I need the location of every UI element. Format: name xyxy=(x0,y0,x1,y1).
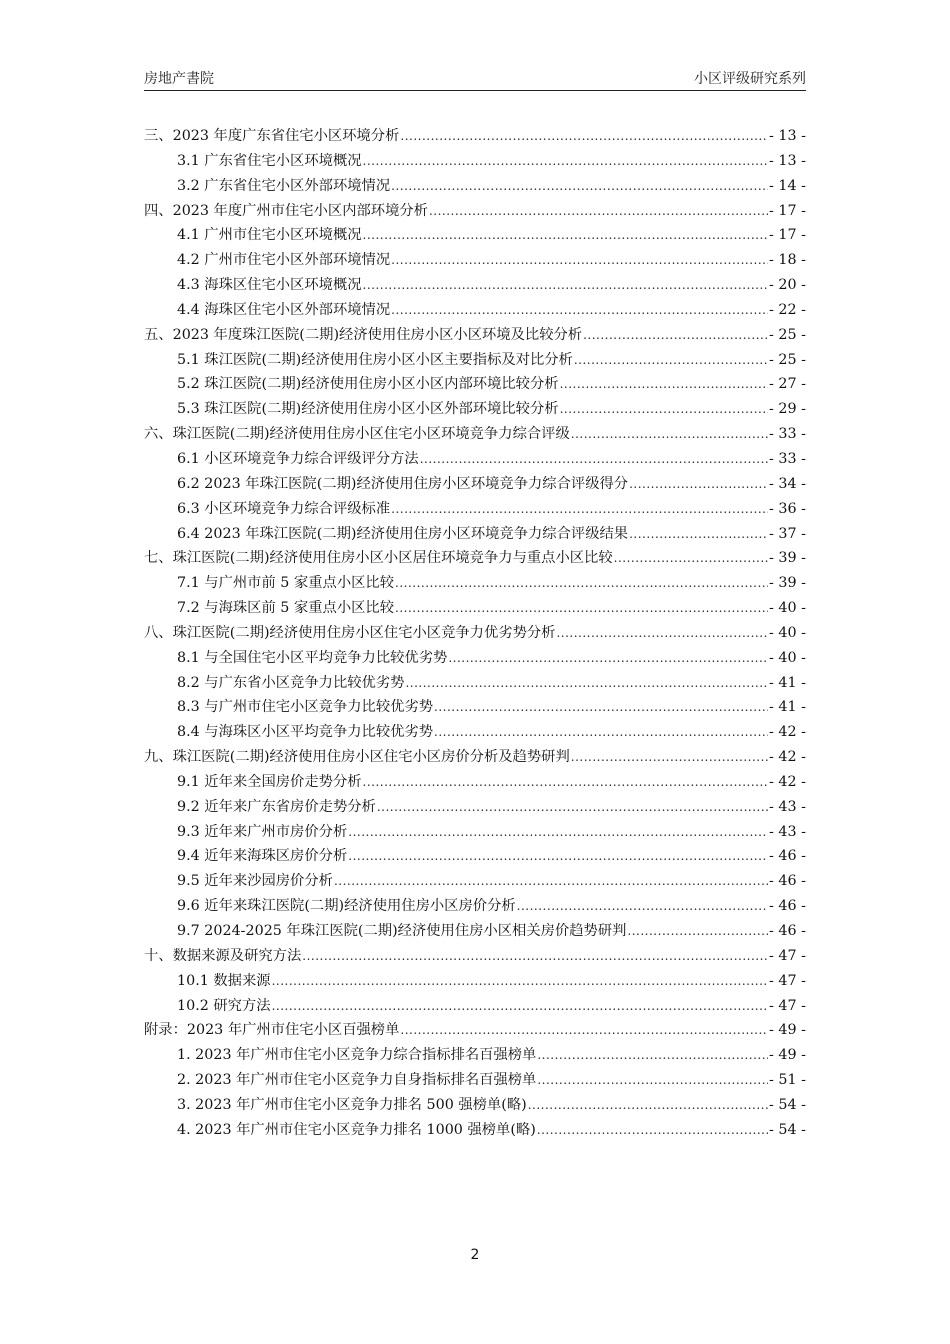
toc-section-entry[interactable] xyxy=(144,1043,806,1068)
toc-dot-leader xyxy=(272,969,768,994)
toc-entry-page: - 54 - xyxy=(769,1121,806,1138)
toc-section-entry[interactable] xyxy=(144,372,806,397)
toc-dot-leader xyxy=(571,422,768,447)
toc-entry-page: - 46 - xyxy=(769,848,806,865)
toc-entry-page: - 18 - xyxy=(769,252,806,269)
toc-entry-title: 五、2023 年度珠江医院(二期)经济使用住房小区小区环境及比较分析 xyxy=(144,326,583,343)
toc-section-entry[interactable] xyxy=(144,273,806,298)
toc-dot-leader xyxy=(420,447,768,472)
toc-chapter-entry[interactable] xyxy=(144,422,806,447)
toc-entry-page: - 17 - xyxy=(769,227,806,244)
toc-dot-leader xyxy=(560,397,768,422)
toc-entry-title: 附录：2023 年广州市住宅小区百强榜单 xyxy=(144,1022,400,1039)
toc-entry-page: - 46 - xyxy=(769,923,806,939)
toc-dot-leader xyxy=(528,1093,768,1118)
toc-entry-page: - 39 - xyxy=(769,550,806,567)
toc-entry-title: 9.1 近年来全国房价走势分析 xyxy=(177,773,362,790)
toc-entry-title: 7.2 与海珠区前 5 家重点小区比较 xyxy=(177,600,395,617)
toc-entry-page: - 13 - xyxy=(769,128,806,144)
toc-entry-page: - 51 - xyxy=(769,1072,806,1089)
toc-dot-leader xyxy=(614,546,768,571)
toc-chapter-entry[interactable] xyxy=(144,1018,806,1043)
toc-entry-page: - 54 - xyxy=(769,1096,806,1113)
toc-entry-page: - 49 - xyxy=(769,1047,806,1064)
toc-section-entry[interactable] xyxy=(144,969,806,994)
toc-entry-title: 9.6 近年来珠江医院(二期)经济使用住房小区房价分析 xyxy=(177,898,516,915)
toc-dot-leader xyxy=(363,149,769,174)
toc-chapter-entry[interactable] xyxy=(144,745,806,770)
toc-entry-page: - 42 - xyxy=(769,773,806,790)
toc-entry-page: - 43 - xyxy=(769,798,806,815)
toc-entry-page: - 33 - xyxy=(769,450,806,467)
toc-entry-title: 4. 2023 年广州市住宅小区竞争力排名 1000 强榜单(略) xyxy=(177,1121,536,1138)
toc-entry-title: 9.2 近年来广东省房价走势分析 xyxy=(177,798,376,815)
toc-dot-leader xyxy=(400,124,768,149)
toc-section-entry[interactable] xyxy=(144,348,806,373)
toc-dot-leader xyxy=(583,323,768,348)
toc-dot-leader xyxy=(434,695,768,720)
toc-entry-title: 10.2 研究方法 xyxy=(177,997,271,1014)
toc-entry-page: - 40 - xyxy=(769,649,806,666)
toc-dot-leader xyxy=(517,894,768,919)
toc-entry-title: 4.2 广州市住宅小区外部环境情况 xyxy=(177,252,391,269)
toc-entry-page: - 22 - xyxy=(769,301,806,318)
toc-section-entry[interactable] xyxy=(144,844,806,869)
toc-chapter-entry[interactable] xyxy=(144,199,806,224)
toc-dot-leader xyxy=(537,1068,768,1093)
toc-entry-page: - 13 - xyxy=(769,152,806,169)
header-series-title: 小区评级研究系列 xyxy=(694,71,806,87)
toc-entry-title: 9.7 2024-2025 年珠江医院(二期)经济使用住房小区相关房价趋势研判 xyxy=(177,923,627,939)
toc-entry-page: - 47 - xyxy=(769,947,806,964)
toc-section-entry[interactable] xyxy=(144,994,806,1019)
toc-entry-page: - 40 - xyxy=(769,624,806,641)
toc-dot-leader xyxy=(429,199,768,224)
page-number: 2 xyxy=(470,1247,480,1263)
toc-entry-title: 8.1 与全国住宅小区平均竞争力比较优劣势 xyxy=(177,649,448,666)
toc-entry-title: 6.1 小区环境竞争力综合评级评分方法 xyxy=(177,450,419,467)
toc-section-entry[interactable] xyxy=(144,174,806,199)
toc-section-entry[interactable] xyxy=(144,1093,806,1118)
toc-entry-title: 3.2 广东省住宅小区外部环境情况 xyxy=(177,177,391,194)
toc-dot-leader xyxy=(574,348,768,373)
toc-section-entry[interactable] xyxy=(144,1118,806,1143)
toc-entry-page: - 46 - xyxy=(769,898,806,915)
toc-dot-leader xyxy=(302,944,768,969)
toc-entry-page: - 47 - xyxy=(769,997,806,1014)
toc-dot-leader xyxy=(377,795,768,820)
toc-section-entry[interactable] xyxy=(144,497,806,522)
toc-section-entry[interactable] xyxy=(144,522,806,547)
toc-dot-leader xyxy=(334,869,768,894)
toc-dot-leader xyxy=(395,596,768,621)
toc-entry-title: 四、2023 年度广州市住宅小区内部环境分析 xyxy=(144,202,428,219)
toc-entry-title: 9.3 近年来广州市房价分析 xyxy=(177,823,348,840)
toc-entry-title: 6.2 2023 年珠江医院(二期)经济使用住房小区环境竞争力综合评级得分 xyxy=(177,475,629,492)
toc-entry-title: 5.1 珠江医院(二期)经济使用住房小区小区主要指标及对比分析 xyxy=(177,351,573,368)
toc-chapter-entry[interactable] xyxy=(144,944,806,969)
toc-section-entry[interactable] xyxy=(144,223,806,248)
toc-entry-page: - 37 - xyxy=(769,525,806,542)
toc-section-entry[interactable] xyxy=(144,298,806,323)
toc-entry-title: 8.2 与广东省小区竞争力比较优劣势 xyxy=(177,674,405,691)
toc-dot-leader xyxy=(348,820,768,845)
toc-entry-title: 八、珠江医院(二期)经济使用住房小区住宅小区竞争力优劣势分析 xyxy=(144,624,556,641)
toc-section-entry[interactable] xyxy=(144,919,806,944)
toc-section-entry[interactable] xyxy=(144,571,806,596)
toc-section-entry[interactable] xyxy=(144,149,806,174)
table-of-contents xyxy=(144,124,806,1143)
toc-entry-page: - 42 - xyxy=(769,749,806,766)
toc-section-entry[interactable] xyxy=(144,397,806,422)
toc-dot-leader xyxy=(400,1018,768,1043)
toc-dot-leader xyxy=(348,844,768,869)
toc-entry-title: 4.3 海珠区住宅小区环境概况 xyxy=(177,277,362,294)
toc-entry-page: - 34 - xyxy=(769,475,806,492)
toc-chapter-entry[interactable] xyxy=(144,124,806,149)
toc-section-entry[interactable] xyxy=(144,248,806,273)
toc-entry-title: 8.3 与广州市住宅小区竞争力比较优劣势 xyxy=(177,699,434,716)
toc-entry-title: 9.4 近年来海珠区房价分析 xyxy=(177,848,348,865)
toc-chapter-entry[interactable] xyxy=(144,323,806,348)
toc-entry-page: - 41 - xyxy=(769,674,806,691)
toc-entry-title: 6.3 小区环境竞争力综合评级标准 xyxy=(177,500,391,517)
toc-section-entry[interactable] xyxy=(144,1068,806,1093)
toc-dot-leader xyxy=(448,646,768,671)
toc-entry-page: - 42 - xyxy=(769,724,806,741)
toc-entry-page: - 39 - xyxy=(769,575,806,592)
toc-entry-page: - 20 - xyxy=(769,277,806,294)
toc-entry-page: - 41 - xyxy=(769,699,806,716)
toc-dot-leader xyxy=(391,298,768,323)
toc-entry-page: - 17 - xyxy=(769,202,806,219)
toc-entry-title: 六、珠江医院(二期)经济使用住房小区住宅小区环境竞争力综合评级 xyxy=(144,426,570,443)
toc-section-entry[interactable] xyxy=(144,472,806,497)
toc-entry-page: - 14 - xyxy=(769,177,806,194)
toc-entry-title: 2. 2023 年广州市住宅小区竞争力自身指标排名百强榜单 xyxy=(177,1072,537,1089)
toc-entry-page: - 33 - xyxy=(769,426,806,443)
toc-entry-page: - 25 - xyxy=(769,351,806,368)
toc-dot-leader xyxy=(556,621,768,646)
toc-entry-title: 5.3 珠江医院(二期)经济使用住房小区小区外部环境比较分析 xyxy=(177,401,559,418)
toc-section-entry[interactable] xyxy=(144,894,806,919)
toc-entry-page: - 29 - xyxy=(769,401,806,418)
toc-dot-leader xyxy=(391,248,768,273)
toc-dot-leader xyxy=(571,745,768,770)
toc-entry-page: - 27 - xyxy=(769,376,806,393)
toc-section-entry[interactable] xyxy=(144,720,806,745)
toc-entry-title: 10.1 数据来源 xyxy=(177,972,271,989)
toc-dot-leader xyxy=(391,174,768,199)
toc-dot-leader xyxy=(537,1118,768,1143)
toc-entry-page: - 46 - xyxy=(769,873,806,890)
toc-section-entry[interactable] xyxy=(144,671,806,696)
toc-dot-leader xyxy=(395,571,768,596)
toc-section-entry[interactable] xyxy=(144,770,806,795)
toc-entry-page: - 36 - xyxy=(769,500,806,517)
toc-entry-title: 3.1 广东省住宅小区环境概况 xyxy=(177,152,362,169)
toc-dot-leader xyxy=(537,1043,768,1068)
toc-entry-page: - 49 - xyxy=(769,1022,806,1039)
header-publisher: 房地产書院 xyxy=(144,71,214,87)
toc-entry-title: 4.4 海珠区住宅小区外部环境情况 xyxy=(177,301,391,318)
page-header xyxy=(144,66,806,91)
toc-dot-leader xyxy=(560,372,768,397)
toc-dot-leader xyxy=(363,273,769,298)
toc-entry-title: 3. 2023 年广州市住宅小区竞争力排名 500 强榜单(略) xyxy=(177,1096,527,1113)
toc-chapter-entry[interactable] xyxy=(144,546,806,571)
toc-section-entry[interactable] xyxy=(144,795,806,820)
toc-entry-title: 9.5 近年来沙园房价分析 xyxy=(177,873,333,890)
toc-dot-leader xyxy=(627,919,768,944)
toc-entry-page: - 40 - xyxy=(769,600,806,617)
toc-dot-leader xyxy=(629,472,768,497)
toc-entry-title: 4.1 广州市住宅小区环境概况 xyxy=(177,227,362,244)
toc-section-entry[interactable] xyxy=(144,596,806,621)
toc-entry-title: 九、珠江医院(二期)经济使用住房小区住宅小区房价分析及趋势研判 xyxy=(144,749,570,766)
toc-entry-title: 7.1 与广州市前 5 家重点小区比较 xyxy=(177,575,395,592)
toc-entry-title: 三、2023 年度广东省住宅小区环境分析 xyxy=(144,128,400,144)
toc-section-entry[interactable] xyxy=(144,646,806,671)
toc-section-entry[interactable] xyxy=(144,869,806,894)
toc-dot-leader xyxy=(405,671,768,696)
toc-entry-title: 1. 2023 年广州市住宅小区竞争力综合指标排名百强榜单 xyxy=(177,1047,537,1064)
toc-entry-page: - 47 - xyxy=(769,972,806,989)
toc-entry-title: 七、珠江医院(二期)经济使用住房小区小区居住环境竞争力与重点小区比较 xyxy=(144,550,613,567)
toc-entry-title: 8.4 与海珠区小区平均竞争力比较优劣势 xyxy=(177,724,434,741)
toc-dot-leader xyxy=(391,497,768,522)
toc-chapter-entry[interactable] xyxy=(144,621,806,646)
toc-section-entry[interactable] xyxy=(144,695,806,720)
toc-entry-page: - 25 - xyxy=(769,326,806,343)
toc-dot-leader xyxy=(363,223,769,248)
toc-entry-title: 十、数据来源及研究方法 xyxy=(144,947,302,964)
toc-dot-leader xyxy=(272,994,768,1019)
toc-dot-leader xyxy=(363,770,769,795)
toc-section-entry[interactable] xyxy=(144,447,806,472)
toc-dot-leader xyxy=(434,720,768,745)
toc-entry-title: 6.4 2023 年珠江医院(二期)经济使用住房小区环境竞争力综合评级结果 xyxy=(177,525,629,542)
toc-dot-leader xyxy=(629,522,768,547)
toc-entry-title: 5.2 珠江医院(二期)经济使用住房小区小区内部环境比较分析 xyxy=(177,376,559,393)
toc-section-entry[interactable] xyxy=(144,820,806,845)
toc-entry-page: - 43 - xyxy=(769,823,806,840)
